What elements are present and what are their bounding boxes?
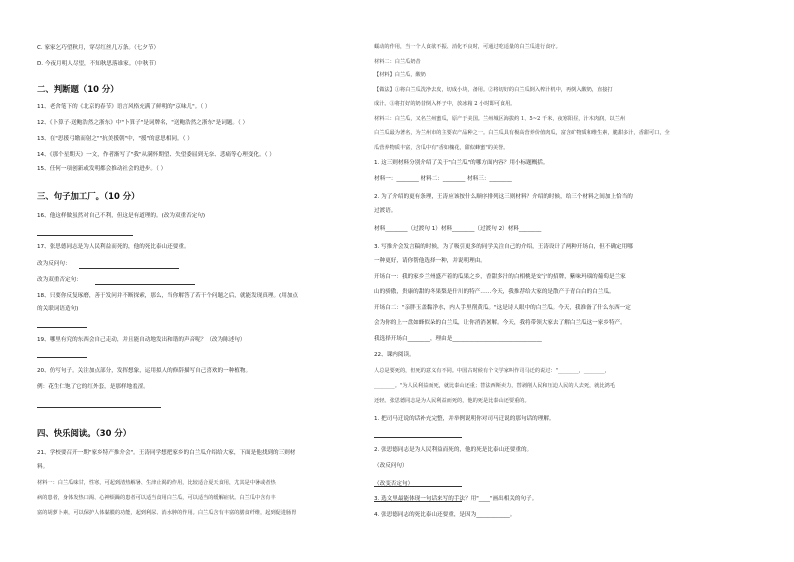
reading-q3: 3. 写推介会发言稿的时候，为了吸引更多的同学关注自己的介绍，王涛设计了两种开场白，但不确定用哪 (374, 244, 633, 250)
opening-2-line-1: 开场白二："亲胖玉盖黏净水，内人手里削黄瓜。"这是诗人眼中的白兰瓜。今天，我准备了什么东西一定 (374, 305, 631, 311)
option-c: C. 家家乞巧望秋月，穿尽红丝几万条。（七夕节） (37, 45, 160, 51)
passage-q4: 4. 张思德同志的死比泰山还要重，是因为____________。 (374, 512, 516, 518)
question-19: 19、哪里有究的东西会自己走动，并且能自动地发出和谐的声音呢？（改为陈述句） (37, 337, 246, 343)
judge-11: 11、老舍笔下的《北京的春节》语言风格充满了鲜明的"京味儿"。（ ） (37, 104, 211, 110)
judge-14: 14、《那个星期天》一文，作者渐写了"我"从满怀期望、失望委屈到无奈、悲痛等心理变化。（ ） (37, 152, 275, 158)
material-2-method-2: 成汁。③将打好的奶昔倒入杯子中，放冰箱 2 小时即可食用。 (374, 101, 516, 107)
option-d: D. 今夜月明人尽望，不知秋思落谁家。（中秋节） (37, 61, 160, 67)
section-judge-title: 二、判断题（10 分） (37, 84, 119, 94)
opening-1-line-1: 开场白一：我的家乡兰州盛产着的瓜果之乡，香甜多汁的白相桃是安宁的招牌，紫味玛瑙的葡萄是兰家 (374, 274, 626, 280)
question-16: 16、他这样做虽然对自己不利，但这是有道理的。(改为双重否定句) (37, 213, 206, 219)
material-2-method-1: 【做法】①将白兰瓜洗净去皮，切成小块，备用。②将切好的白兰瓜倒入榨汁机中，再倒入酸奶，直接打 (374, 87, 613, 93)
answer-line-p1 (374, 437, 462, 438)
question-20: 20、仿写句子。关注加点部分，发挥想象，运用拟人的修辞描写自己喜欢的一种植物。 (37, 368, 252, 374)
question-18: 18、只要你反复琢磨，善于发问并不断探索，那么，当你解答了若干个问题之后，就能发现真理。(用加点 (37, 293, 299, 299)
reading-q2: 2. 为了介绍的更有条理，王涛应该按什么顺序排列这三则材料？介绍的时候，给三个材料之间加上恰当的 (374, 194, 633, 200)
answer-line-17a (79, 268, 179, 269)
reading-q3-cont: 一种更好，请你帮他选择一种，并说明理由。 (374, 258, 486, 264)
reading-q2-cont: 过渡语。 (374, 208, 397, 214)
material-2-ingredients: 【材料】白兰瓜，酸奶 (374, 72, 426, 78)
section-sentence-title: 三、句子加工厂。（10 分） (37, 191, 140, 201)
material-2-title: 材料二：白兰瓜奶昔 (374, 59, 421, 65)
opening-2-line-2: 会为你的上一盘如蜂似朵的白兰瓜，让你消消暑解。今天，我将带领大家去了解白兰瓜这一家乡特产。 (374, 320, 626, 326)
material-1-line-3: 富的胡萝卜素，可以保护人体黏膜的功能，起到利尿、消水肿的作用。白兰瓜含有丰富的膳食纤维，起到促进肠胃 (37, 510, 297, 516)
passage-line-3: 还轻。张思德同志是为人民利益而死的，他的死是比泰山还要重的。 (374, 398, 530, 404)
passage-q2: 2. 张思德同志是为人民利益而死的，他的死是比泰山还要重的。 (374, 447, 533, 453)
reading-q1-answer: 材料一：________ 材料二：________ 材料三：________ (374, 176, 512, 182)
question-17-rhetorical: 改为反问句： (37, 261, 71, 267)
left-column (37, 0, 387, 562)
answer-line-16 (37, 235, 133, 236)
reading-q1: 1. 这三则材料分别介绍了关于"白兰瓜"的哪方面内容？用小标题概括。 (374, 160, 549, 166)
material-3-line-3: 瓜营养物质丰富，含瓜中有"香如槐花，甜似蜂蜜"的美誉。 (374, 145, 509, 151)
judge-15: 15、任何一项创新或发明都会推动社会的进步。（ ） (37, 166, 167, 172)
passage-line-1: 人总是要死的，但死的意义有不同。中国古时候有个文学家叫作司马迁的说过："________，________， (374, 368, 610, 374)
judge-12: 12、《卜算子·送鲍浩然之浙东》中"卜算子"是词牌名，"送鲍浩然之浙东"是词题。（ ） (37, 120, 249, 126)
material-1-line-1: 材料一：白兰瓜味甘，性寒，可起到清热解暑、生津止渴的作用，比较适合夏天食用，尤其是中暑或者热 (37, 480, 276, 486)
question-18-cont: 的关联词语造句) (37, 306, 79, 312)
answer-line-18 (37, 327, 87, 328)
question-17: 17、张思德同志是为人民利益而死的，他的死比泰山还要重。 (37, 244, 190, 250)
passage-q3: 3. 选文里最能体现一句话来写的手法？用"____"画出相关的句子。 (374, 496, 538, 502)
question-21: 21、学校要召开一期"家乡特产推介会"。王涛同学想把家乡的白兰瓜介绍给大家，下面是他找到的三则材 (37, 450, 296, 456)
passage-q1: 1. 把司马迁说的话补充完整，并举例说明你对司马迁说的那句话的理解。 (374, 416, 555, 422)
material-1-line-2: 病的患者，身体发热口渴、心神烦躁的患者可以适当食用白兰瓜，可以适当的缓解症状。白兰瓜中含有丰 (37, 495, 276, 501)
material-3-line-2: 白兰瓜最为著名，为兰州市的主要农产品种之一。白兰瓜具有极高营养价值肉瓜，富含矿物质和维生素，脆甜多汁，香甜可口，全 (374, 130, 670, 136)
reading-q2-answer: 材料________（过渡句 1）材料________（过渡句 2）材料________ (374, 226, 542, 232)
question-20-example: 例：花生仁饱了它的红外套，是那样地羞涩。 (37, 384, 149, 390)
question-17-double-negative: 改为双重否定句： (37, 277, 82, 283)
passage-line-2: ________。"为人民利益而死，就比泰山还重；替法西斯卖力，替剥削人民和压迫人民的人去死，就比鸿毛 (374, 383, 616, 389)
passage-q2-negative: （改变否定句） (374, 481, 414, 487)
answer-line-19 (37, 357, 87, 358)
opening-1-line-2: 山的骄傲，贵康的甜的冬果梨是什川的特产……今天，我推荐给大家的是散产于青白白的白兰瓜。 (374, 289, 615, 295)
opening-choice: 我选择开场白________，理由是________________________________ (374, 336, 542, 342)
section-reading-title: 四、快乐阅读。（30 分） (37, 428, 132, 438)
material-1-line-4: 蠕动的作用，当一个人食欲不振、消化不良时，可通过吃适量的白兰瓜进行食疗。 (374, 44, 561, 50)
passage-q2-rhetorical: （改反问句） (374, 463, 408, 469)
question-21-cont: 料。 (37, 464, 49, 470)
material-3-line-1: 材料三：白兰瓜，又名兰州蜜瓜，原产于美国。兰州城区海拔约 1、5~2 千米，夜寒阳昼，汁木肉润，以兰州 (374, 116, 625, 122)
answer-line-20 (37, 407, 161, 408)
question-22: 22、课内阅读。 (374, 352, 415, 358)
judge-13: 13、在"思援弓缴而射之""抗美援朝"中，"援"的意思相同。（ ） (37, 136, 193, 142)
answer-line-17b (95, 284, 195, 285)
right-column (374, 0, 724, 562)
